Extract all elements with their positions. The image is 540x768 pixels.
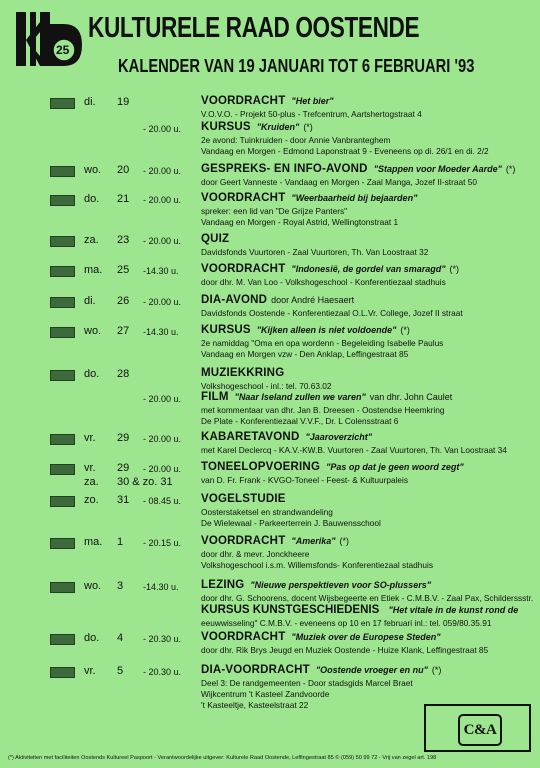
entry-title: VOORDRACHT [201, 192, 286, 204]
entry-title: VOORDRACHT [201, 95, 286, 107]
entry-subtitle: "Amerika" [291, 536, 336, 546]
entry-heading [201, 163, 515, 176]
entry-detail-line: 't Kasteeltje, Kasteelstraat 22 [201, 700, 309, 710]
entry-heading [201, 461, 464, 474]
extra-day: za. [84, 476, 99, 488]
entry-title: KURSUS [201, 121, 251, 133]
entry-detail-line: Oosterstaketsel en strandwandeling [201, 507, 333, 517]
entry-subtitle: "Weerbaarheid bij bejaarden" [291, 193, 418, 203]
entry-note: (*) [449, 264, 459, 274]
entry-title: KABARETAVOND [201, 431, 300, 443]
entry-day: vr. [84, 665, 96, 677]
entry-date: 1 [117, 536, 124, 548]
entry-title: VOORDRACHT [201, 631, 286, 643]
entry-date: 23 [117, 234, 130, 246]
entry-title: TONEELOPVOERING [201, 461, 321, 473]
extra-date: 30 & zo. 31 [117, 476, 173, 488]
page-subtitle: KALENDER VAN 19 JANUARI TOT 6 FEBRUARI '93 [118, 56, 475, 76]
entry-detail-line: 2e avond: Tuinkruiden - door Annie Vanbranteghem [201, 135, 391, 145]
entry-detail-line: 2e namiddag "Oma en opa wordenn - Begeleiding Isabelle Paulus [201, 338, 444, 348]
entry-marker-box [50, 327, 75, 338]
footer-note: (*) Aktiviteiten met faciliteiten Oostends Kultureel Paspoort - Verantwoordelijke uitgever: Kulturele Raad Oostende, Leffingestraat 85 © (059) 50 99 72 - Vrij van zegel art. 198 [8, 755, 437, 761]
entry-date: 29 [117, 432, 130, 444]
entry-detail-line: met kommentaar van dhr. Jan B. Dreesen - Oostendse Heemkring [201, 405, 445, 415]
ca-logo: C&A [458, 714, 502, 746]
entry-time: - 20.00 u. [143, 464, 182, 474]
entry-day: zo. [84, 494, 99, 506]
entry-detail-line: De Plate - Konferentiezaal V.V.F., Dr. L Colensstraat 6 [201, 416, 399, 426]
entry-title: MUZIEKKRING [201, 367, 285, 379]
entry-detail-line: De Wielewaal - Parkeerterrein J. Bauwensschool [201, 518, 381, 528]
entry-detail-line: door dhr. Rik Brys Jeugd en Muziek Oostende - Huize Klank, Leffingestraat 85 [201, 645, 489, 655]
entry-detail-line: Vandaag en Morgen - Royal Astrid, Wellingtonstraat 1 [201, 217, 399, 227]
entry-day: do. [84, 193, 100, 205]
entry-day: za. [84, 234, 99, 246]
entry-heading [201, 294, 354, 307]
entry-marker-box [50, 496, 75, 507]
entry-title: VOORDRACHT [201, 535, 286, 547]
entry-note: door André Haesaert [271, 295, 355, 305]
entry-detail-line: Volkshogeschool i.s.m. Willemsfonds- Konferentiezaal stadhuis [201, 560, 433, 570]
entry-detail-line: door dhr. M. Van Loo - Volkshogeschool - Konferentiezaal stadhuis [201, 277, 446, 287]
entry-time: - 20.00 u. [143, 195, 182, 205]
entry-detail-line: V.O.V.O. - Projekt 50-plus - Trefcentrum, Aartshertogstraat 4 [201, 109, 422, 119]
entry-detail-line: Vandaag en Morgen - Edmond Laponstraat 9 - Eveneens op di. 26/1 en di. 2/2 [201, 146, 489, 156]
entry-subtitle: "Indonesië, de gordel van smaragd" [291, 264, 446, 274]
entry-title: VOORDRACHT [201, 263, 286, 275]
entry-date: 27 [117, 325, 130, 337]
entry-date: 20 [117, 164, 130, 176]
entry-day: wo. [84, 164, 102, 176]
entry-heading [201, 579, 431, 592]
entry-heading [201, 493, 286, 506]
entry-heading [201, 367, 284, 380]
entry-note: (*) [339, 536, 349, 546]
entry-marker-box [50, 236, 75, 247]
entry-time: - 20.30 u. [143, 667, 182, 677]
entry-day: di. [84, 295, 96, 307]
entry-note: van dhr. John Caulet [369, 392, 453, 402]
entry-time: -14.30 u. [143, 327, 179, 337]
entry-title: VOGELSTUDIE [201, 493, 286, 505]
entry-marker-box [50, 166, 75, 177]
entry-time: - 20.00 u. [143, 434, 182, 444]
entry-time: - 20.30 u. [143, 634, 182, 644]
entry-day: wo. [84, 580, 102, 592]
logo-number: 25 [56, 43, 70, 57]
entry-day: di. [84, 96, 96, 108]
entry-time: - 20.00 u. [143, 166, 182, 176]
entry-heading [201, 233, 229, 246]
entry-day: ma. [84, 536, 103, 548]
entry-subtitle: "Pas op dat je geen woord zegt" [326, 462, 464, 472]
entry-title: DIA-AVOND [201, 294, 268, 306]
entry-time: - 08.45 u. [143, 496, 182, 506]
entry-date: 26 [117, 295, 130, 307]
entry-subtitle: "Muziek over de Europese Steden" [291, 632, 441, 642]
entry-heading [201, 431, 372, 444]
entry-date: 3 [117, 580, 124, 592]
kursus-kunst-heading [201, 604, 518, 617]
entry-day: vr. [84, 432, 96, 444]
entry-date: 25 [117, 264, 130, 276]
entry-subtitle: "Kijken alleen is niet voldoende" [256, 325, 397, 335]
entry-marker-box [50, 195, 75, 206]
sponsor-box [424, 704, 531, 752]
entry-date: 28 [117, 368, 130, 380]
entry-note: (*) [400, 325, 410, 335]
entry-detail-line: Davidsfonds Oostende - Konferentiezaal O.L.Vr. College, Jozef II straat [201, 308, 463, 318]
entry-day: do. [84, 632, 100, 644]
entry-detail-line: Deel 3: De randgemeenten - Door stadsgids Marcel Braet [201, 678, 413, 688]
entry-subtitle: "Stappen voor Moeder Aarde" [373, 164, 502, 174]
entry-detail-line: Vandaag en Morgen vzw - Den Anklap, Leffingestraat 85 [201, 349, 409, 359]
entry-heading [201, 391, 452, 404]
kro-logo [14, 10, 86, 68]
entry-marker-box [50, 98, 75, 109]
entry-time: -14.30 u. [143, 266, 179, 276]
entry-heading [201, 192, 417, 205]
entry-time: -14.30 u. [143, 582, 179, 592]
entry-subtitle: "Naar Iseland zullen we varen" [234, 392, 366, 402]
page-title: KULTURELE RAAD OOSTENDE [88, 12, 420, 44]
entry-title: QUIZ [201, 233, 230, 245]
entry-detail-line: door dhr. & mevr. Jonckheere [201, 549, 310, 559]
entry-subtitle: "Nieuwe perspektieven voor SO-plussers" [250, 580, 431, 590]
entry-heading [201, 263, 459, 276]
entry-date: 4 [117, 632, 124, 644]
entry-date: 29 [117, 462, 130, 474]
entry-time: - 20.00 u. [143, 394, 182, 404]
kursus-kunst-sub: "Het vitale in de kunst rond de [388, 605, 519, 615]
entry-marker-box [50, 667, 75, 678]
entry-marker-box [50, 538, 75, 549]
entry-heading [201, 664, 441, 677]
entry-date: 31 [117, 494, 130, 506]
entry-subtitle: "Oostende vroeger en nu" [315, 665, 428, 675]
entry-detail-line: door dhr. G. Schoorens, docent Wijsbegeerte en Etiek - C.M.B.V. - Zaal Pax, Schilderssstr. [201, 593, 534, 603]
entry-detail-line: met Karel Declercq - KA.V.-KW.B. Vuurtoren - Zaal Vuurtoren, Th. Van Loostraat 34 [201, 445, 507, 455]
entry-title: GESPREKS- EN INFO-AVOND [201, 163, 368, 175]
entry-detail-line: spreker: een lid van "De Grijze Panters" [201, 206, 348, 216]
entry-detail-line: Davidsfonds Vuurtoren - Zaal Vuurtoren, Th. Van Loostraat 32 [201, 247, 429, 257]
entry-heading [201, 121, 313, 134]
entry-detail-line: van D. Fr. Frank - KVGO-Toneel - Feest- & Kultuurpaleis [201, 475, 409, 485]
entry-day: ma. [84, 264, 103, 276]
entry-note: (*) [431, 665, 442, 675]
entry-subtitle: "Kruiden" [256, 122, 300, 132]
entry-time: - 20.15 u. [143, 538, 182, 548]
entry-marker-box [50, 297, 75, 308]
entry-marker-box [50, 370, 75, 381]
entry-marker-box [50, 634, 75, 645]
entry-marker-box [50, 582, 75, 593]
entry-title: LEZING [201, 579, 245, 591]
entry-marker-box [50, 464, 75, 475]
entry-day: vr. [84, 462, 96, 474]
entry-marker-box [50, 266, 75, 277]
entry-date: 19 [117, 96, 130, 108]
entry-time: - 20.00 u. [143, 297, 182, 307]
entry-title: KURSUS [201, 324, 251, 336]
entry-heading [201, 535, 349, 548]
kursus-kunst-line: eeuwwisseling" C.M.B.V. - eveneens op 10 en 17 februari inl.: tel. 059/80.35.91 [201, 618, 492, 628]
entry-detail-line: Volkshogeschool - inl.: tel. 70.63.02 [201, 381, 332, 391]
entry-heading [201, 324, 410, 337]
entry-date: 5 [117, 665, 124, 677]
entry-subtitle: "Jaaroverzicht" [305, 432, 373, 442]
entry-note: (*) [303, 122, 313, 132]
entry-note: (*) [505, 164, 516, 174]
entry-date: 21 [117, 193, 130, 205]
entry-detail-line: Wijkcentrum 't Kasteel Zandvoorde [201, 689, 330, 699]
entry-subtitle: "Het bier" [291, 96, 334, 106]
entry-title: DIA-VOORDRACHT [201, 664, 310, 676]
entry-title: FILM [201, 391, 229, 403]
entry-marker-box [50, 434, 75, 445]
entry-time: - 20.00 u. [143, 124, 182, 134]
entry-heading [201, 631, 441, 644]
entry-detail-line: door Geert Vanneste - Vandaag en Morgen - Zaal Manga, Jozef II-straat 50 [201, 177, 477, 187]
kursus-kunst-title: KURSUS KUNSTGESCHIEDENIS [201, 604, 380, 616]
entry-day: wo. [84, 325, 102, 337]
entry-heading [201, 95, 333, 108]
entry-day: do. [84, 368, 100, 380]
entry-time: - 20.00 u. [143, 236, 182, 246]
